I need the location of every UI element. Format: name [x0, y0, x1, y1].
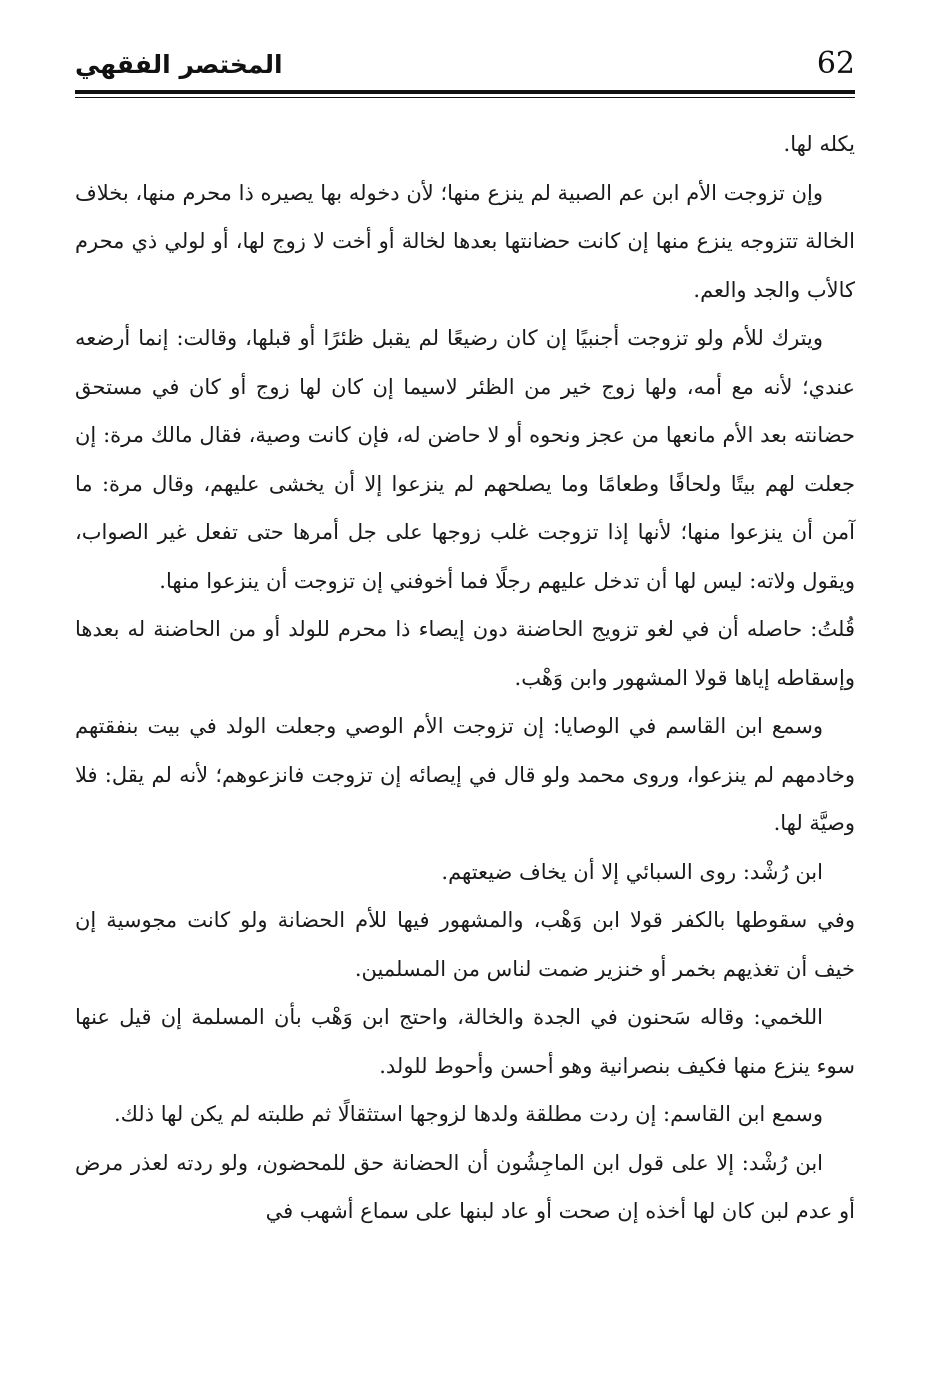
header-rule-thick	[75, 90, 855, 94]
page-number: 62	[816, 46, 855, 81]
page-header	[75, 40, 855, 92]
paragraph: وسمع ابن القاسم: إن ردت مطلقة ولدها لزوجها استثقالًا ثم طلبته لم يكن لها ذلك.	[113, 1102, 823, 1126]
paragraph: ابن رُشْد: إلا على قول ابن الماجِشُون أن الحضانة حق للمحضون، ولو ردته لعذر مرض أو عدم لبن كان لها أخذه إن صحت أو عاد لبنها على سماع أشهب في	[75, 1150, 855, 1223]
paragraph: يكله لها.	[783, 132, 855, 156]
header-rule-thin	[75, 97, 855, 98]
paragraph: وإن تزوجت الأم ابن عم الصبية لم ينزع منها؛ لأن دخوله بها يصيره ذا محرم منها، بخلاف الخالة تتزوجه ينزع منها إن كانت حضانتها بعدها لخالة أو أخت لا زوج لها، أو لولي ذي محرم كالأب والجد والعم.	[75, 180, 855, 302]
paragraph: وسمع ابن القاسم في الوصايا: إن تزوجت الأم الوصي وجعلت الولد في بيت بنفقتهم وخادمهم لم ينزعوا، وروى محمد ولو قال في إيصائه إن تزوجت فانزعوهم؛ لأنه لم يقل: فلا وصيَّة لها.	[75, 714, 855, 835]
paragraph: وفي سقوطها بالكفر قولا ابن وَهْب، والمشهور فيها للأم الحضانة ولو كانت مجوسية إن خيف أن تغذيهم بخمر أو خنزير ضمت لناس من المسلمين.	[75, 908, 855, 981]
paragraph: ويترك للأم ولو تزوجت أجنبيًا إن كان رضيعًا لم يقبل ظئرًا أو قبلها، وقالت: إنما أرضعه عندي؛ لأنه مع أمه، ولها زوج خير من الظئر لاسيما إن كان لها زوج أو كان في مستحق حضانته بعد الأم مانعها من عجز ونحوه أو لا حاضن له، فإن كانت وصية، فقال مالك مرة: إن جعلت لهم بيتًا ولحافًا وطعامًا وما يصلحهم لم ينزعوا إلا أن يخشى عليهم، وقال مرة: ما آمن أن ينزعوا منها؛ لأنها إذا تزوجت غلب زوجها على جل أمرها حتى تفعل غير الصواب، ويقول ولاته: ليس لها أن تدخل عليهم رجلًا فما أخوفني إن تزوجت أن ينزعوا منها.	[75, 326, 855, 593]
paragraph: اللخمي: وقاله سَحنون في الجدة والخالة، واحتج ابن وَهْب بأن المسلمة إن قيل عنها سوء ينزع منها فكيف بنصرانية وهو أحسن وأحوط للولد.	[75, 1005, 855, 1078]
body-text	[75, 120, 855, 1236]
paragraph: ابن رُشْد: روى السبائي إلا أن يخاف ضيعتهم.	[441, 859, 823, 884]
running-title: المختصر الفقهي	[75, 50, 283, 79]
paragraph: قُلتُ: حاصله أن في لغو تزويج الحاضنة دون إيصاء ذا محرم للولد أو من الحاضنة له بعدها وإسقاطه إياها قولا المشهور وابن وَهْب.	[75, 617, 855, 690]
